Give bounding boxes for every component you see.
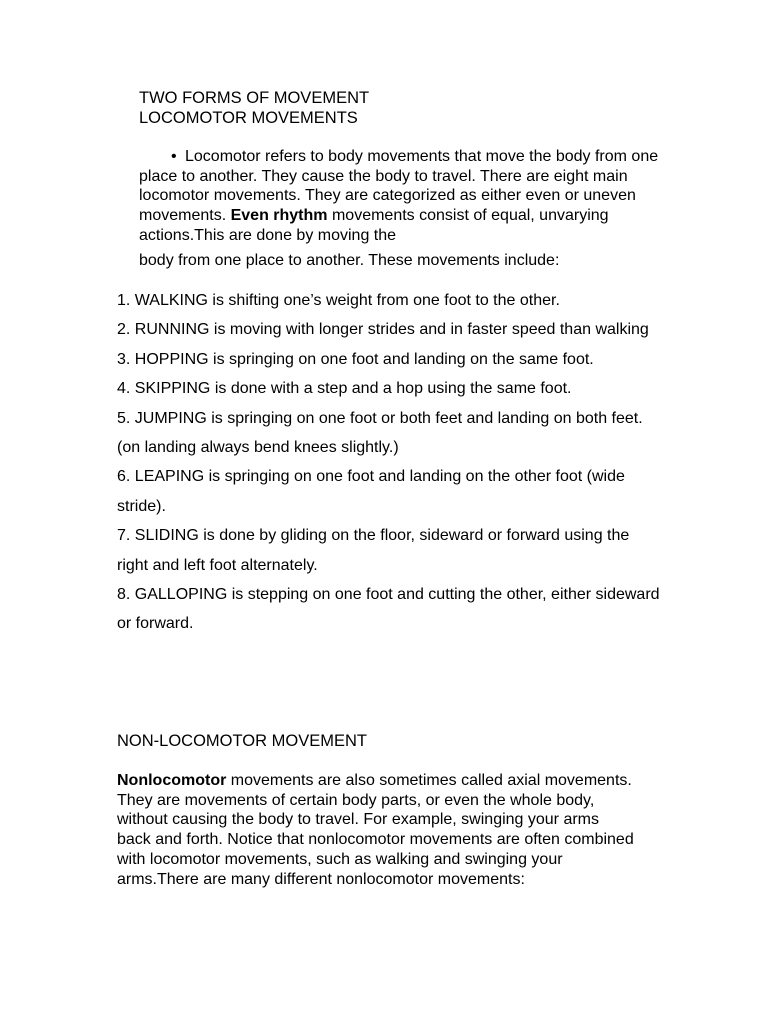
- nonlocomotor-text: movements are also sometimes called axial movements. They are movements of certain body parts, or even the whole body, without causing the body to travel. For example, swinging your arms back and forth. Notice that nonlocomotor movements are often combined with locomotor movements, such as walking and swinging your arms.There are many different nonlocomotor movements:: [117, 772, 634, 888]
- subsection-title-nonlocomotor: NON-LOCOMOTOR MOVEMENT: [117, 732, 367, 750]
- locomotor-intro-paragraph: [139, 147, 659, 270]
- list-item-leaping: 6. LEAPING is springing on one foot and landing on the other foot (wide stride).: [117, 468, 625, 515]
- section-title: TWO FORMS OF MOVEMENT: [139, 89, 370, 107]
- subsection-title-locomotor: LOCOMOTOR MOVEMENTS: [139, 109, 358, 127]
- intro-text: Locomotor refers to body movements that move the body from one place to another. They cause the body to travel. There are eight main locomotor movements. They are categorized as either even or uneven movements.: [139, 148, 659, 225]
- list-item-skipping: 4. SKIPPING is done with a step and a hop using the same foot.: [117, 380, 572, 398]
- list-item-sliding: 7. SLIDING is done by gliding on the floor, sideward or forward using the right and left foot alternately.: [117, 527, 630, 574]
- intro-text-continued: movements consist of equal, unvarying actions.This are done by moving the: [139, 207, 609, 244]
- intro-bold-term: Even rhythm: [230, 207, 328, 225]
- list-item-running: 2. RUNNING is moving with longer strides and in faster speed than walking: [117, 321, 649, 339]
- nonlocomotor-paragraph: [117, 771, 637, 889]
- list-item-jumping: 5. JUMPING is springing on one foot or both feet and landing on both feet. (on landing always bend knees slightly.): [117, 409, 643, 457]
- list-item-galloping: 8. GALLOPING is stepping on one foot and cutting the other, either sideward or forward.: [117, 586, 660, 633]
- nonlocomotor-bold-term: Nonlocomotor: [117, 772, 227, 789]
- locomotor-movements-list: [117, 286, 662, 639]
- list-item-hopping: 3. HOPPING is springing on one foot and landing on the same foot.: [117, 350, 594, 368]
- intro-last-line: body from one place to another. These movements include:: [139, 251, 560, 269]
- bullet-icon: •: [171, 148, 177, 165]
- list-item-walking: 1. WALKING is shifting one’s weight from one foot to the other.: [117, 292, 560, 309]
